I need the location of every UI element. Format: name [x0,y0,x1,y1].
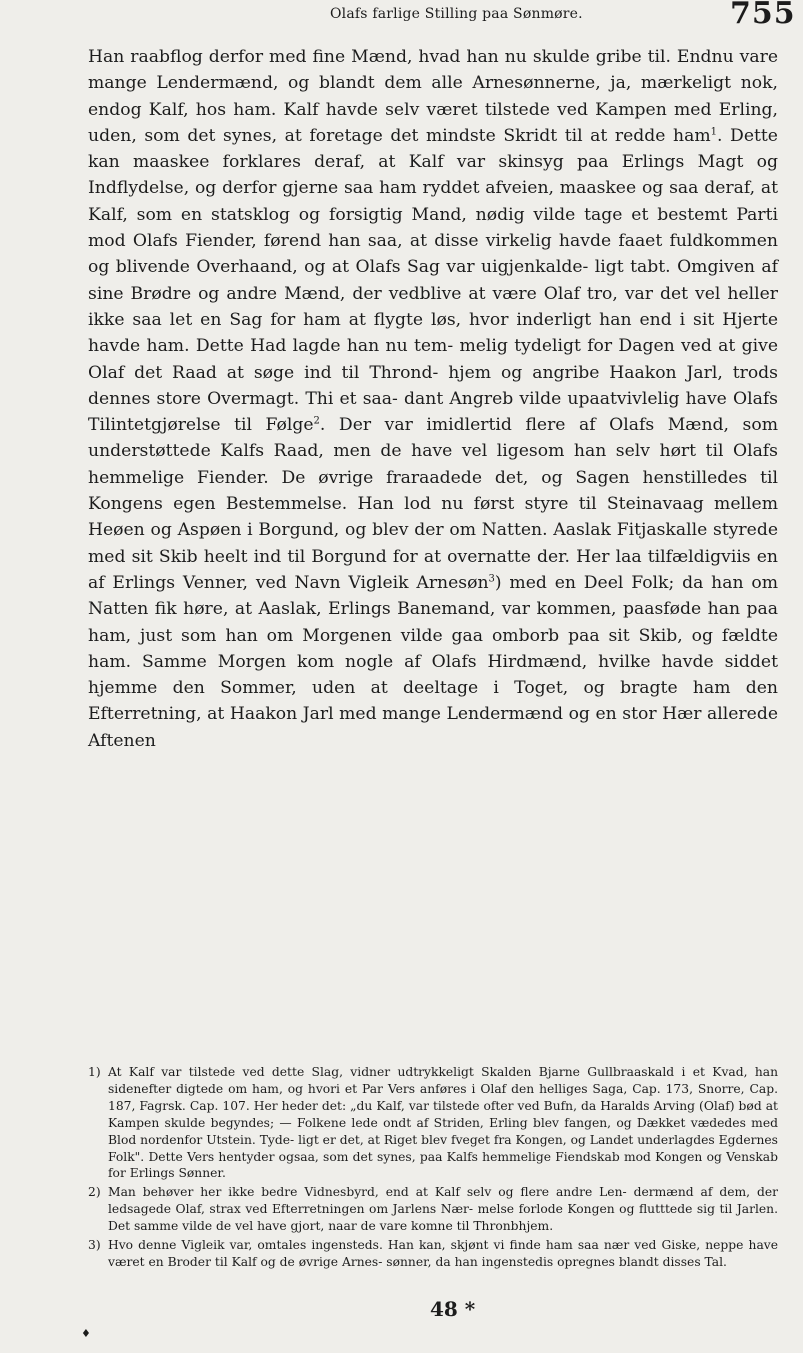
footnotes [88,1064,778,1273]
main-paragraph [88,44,778,754]
text-segment-d: ) med en Deel Folk; da han om Natten fik høre, at Aaslak, Erlings Banemand, var kommen, paasføde han paa ham, just som han om Morgenen vilde gaa omborb paa sit Skib, og fældte ham. Samme Morgen kom nogle af Olafs Hirdmænd, hvilke havde siddet hjemme den Sommer, uden at deeltage i Toget, og bragte ham den Efterretning, at Haakon Jarl med mange Lendermænd og en stor Hær allerede Aftenen [88,572,778,751]
footnote-2 [88,1184,778,1235]
footnote-mark: 3) [88,1238,101,1253]
footnote-text: Man behøver her ikke bedre Vidnesbyrd, end at Kalf selv og flere andre Len- dermænd af dem, der ledsagede Olaf, strax ved Efterretningen om Jarlens Nær- melse forlode Kongen og flutttede sig til Jarlen. Det samme vilde de vel have gjort, naar de vare komne til Thronbhjem. [108,1185,778,1234]
bullet-ornament-icon: ♦ [81,1327,91,1340]
footnote-mark: 1) [88,1065,101,1079]
footnote-3 [88,1237,778,1271]
footnote-mark: 2) [88,1185,101,1200]
footnote-ref-1: 1 [710,126,718,138]
footnote-text: At Kalf var tilstede ved dette Slag, vidner udtrykkeligt Skalden Bjarne Gullbraaskald i et Kvad, han sidenefter digtede om ham, og hvori et Par Vers anføres i Olaf den helliges Saga, Cap. 173, Snorre, Cap. 187, Fagrsk. Cap. 107. Her heder det: „du Kalf, var tilstede ofter ved Bufn, da Haralds Arving (Olaf) bød at Kampen skulde begyndes; — Folkene lede ondt af Striden, Erling blev fangen, og Dækket vædedes med Blod nordenfor Utstein. Tyde- ligt er det, at Riget blev fveget fra Kongen, og Landet underlagdes Egdernes Folk". Dette Vers hentyder ogsaa, som det synes, paa Kalfs hemmelige Fiendskab mod Kongen og Venskab for Erlings Sønner. [108,1065,778,1181]
text-segment-a: Han raabflog derfor med fine Mænd, hvad han nu skulde gribe til. Endnu vare mange Lendermænd, og blandt dem alle Arnesønnerne, ja, mærkeligt nok, endog Kalf, hos ham. Kalf havde selv været tilstede ved Kampen med Erling, uden, som det synes, at foretage det mindste Skridt til at redde ham [88,47,778,146]
text-segment-c: . Der var imidlertid flere af Olafs Mænd, som understøttede Kalfs Raad, men de have vel ligesom han selv hørt til Olafs hemmelige Fiender. De øvrige fraraadede det, og Sagen henstilledes til Kongens egen Bestemmelse. Han lod nu først styre til Steinavaag mellem Heøen og Aspøen i Borgund, og blev der om Natten. Aaslak Fitjaskalle styrede med sit Skib heelt ind til Borgund for at overnatte der. Her laa tilfældigviis en af Erlings Venner, ved Navn Vigleik Arnesøn [88,415,778,593]
footnote-1 [88,1064,778,1182]
signature-mark: 48 * [430,1297,476,1321]
footnote-ref-2: 2 [313,415,320,427]
footnote-ref-3: 3 [488,573,495,585]
text-segment-b: . Dette kan maaskee forklares deraf, at Kalf var skinsyg paa Erlings Magt og Indflydelse, og derfor gjerne saa ham ryddet afveien, maaskee og saa deraf, at Kalf, som en statsklog og forsigtig Mand, nødig vilde tage et bestemt Parti mod Olafs Fiender, førend han saa, at disse virkelig havde faaet fuldkommen og blivende Overhaand, og at Olafs Sag var uigjenkalde- ligt tabt. Omgiven af sine Brødre og andre Mænd, der vedblive at være Olaf tro, var det vel heller ikke saa let en Sag for ham at flygte løs, hvor inderligt han end i sit Hjerte havde ham. Dette Had lagde han nu tem- melig tydeligt for Dagen ved at give Olaf det Raad at søge ind til Thrond- hjem og angribe Haakon Jarl, trods dennes store Overmagt. Thi et saa- dant Angreb vilde upaatvivlelig have Olafs Tilintetgjørelse til Følge [88,125,778,436]
footnote-text: Hvo denne Vigleik var, omtales ingensteds. Han kan, skjønt vi finde ham saa nær ved Giske, neppe have været en Broder til Kalf og de øvrige Arnes- sønner, da han ingenstedis opregnes blandt disses Tal. [108,1238,778,1269]
main-text [88,44,778,754]
page-number: 755 [730,0,796,31]
running-title: Olafs farlige Stilling paa Sønmøre. [330,6,583,22]
